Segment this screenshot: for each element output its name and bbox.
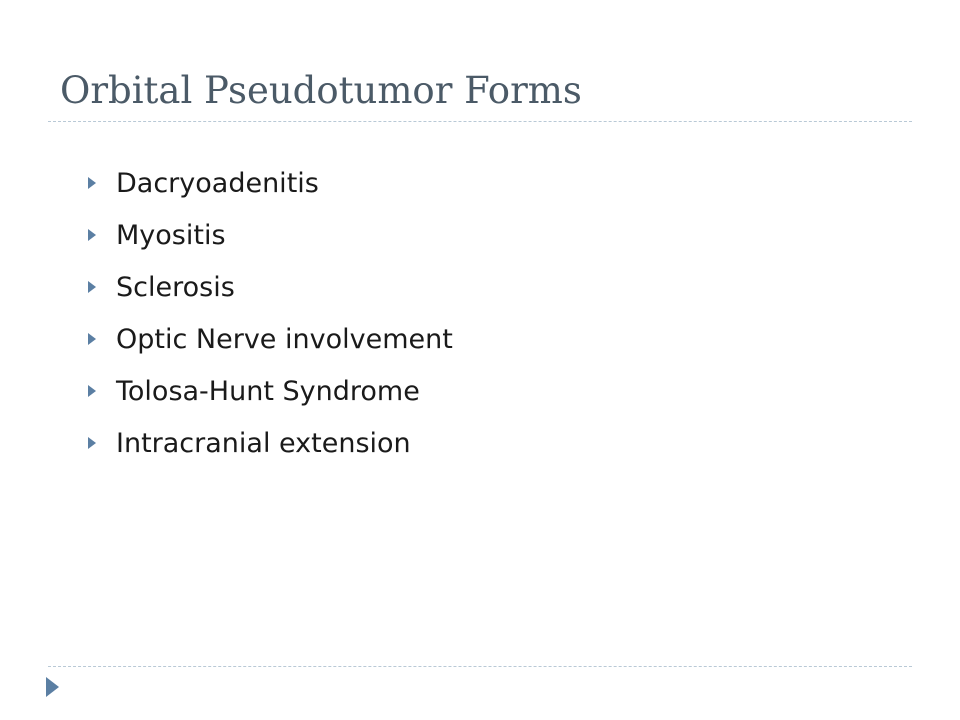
triangle-right-icon [88,333,96,345]
footer-divider [48,666,912,667]
bullet-list [88,157,453,469]
triangle-right-icon [88,177,96,189]
slide-title: Orbital Pseudotumor Forms [60,69,582,112]
bullet-text: Sclerosis [116,271,235,303]
list-item [88,417,453,469]
bullet-text: Optic Nerve involvement [116,323,453,355]
list-item [88,365,453,417]
corner-triangle-icon [46,677,59,697]
triangle-right-icon [88,281,96,293]
triangle-right-icon [88,437,96,449]
list-item [88,209,453,261]
triangle-right-icon [88,385,96,397]
triangle-right-icon [88,229,96,241]
title-divider [48,121,912,122]
bullet-text: Tolosa-Hunt Syndrome [116,375,420,407]
list-item [88,157,453,209]
list-item [88,313,453,365]
bullet-text: Dacryoadenitis [116,167,319,199]
list-item [88,261,453,313]
bullet-text: Intracranial extension [116,427,411,459]
bullet-text: Myositis [116,219,226,251]
